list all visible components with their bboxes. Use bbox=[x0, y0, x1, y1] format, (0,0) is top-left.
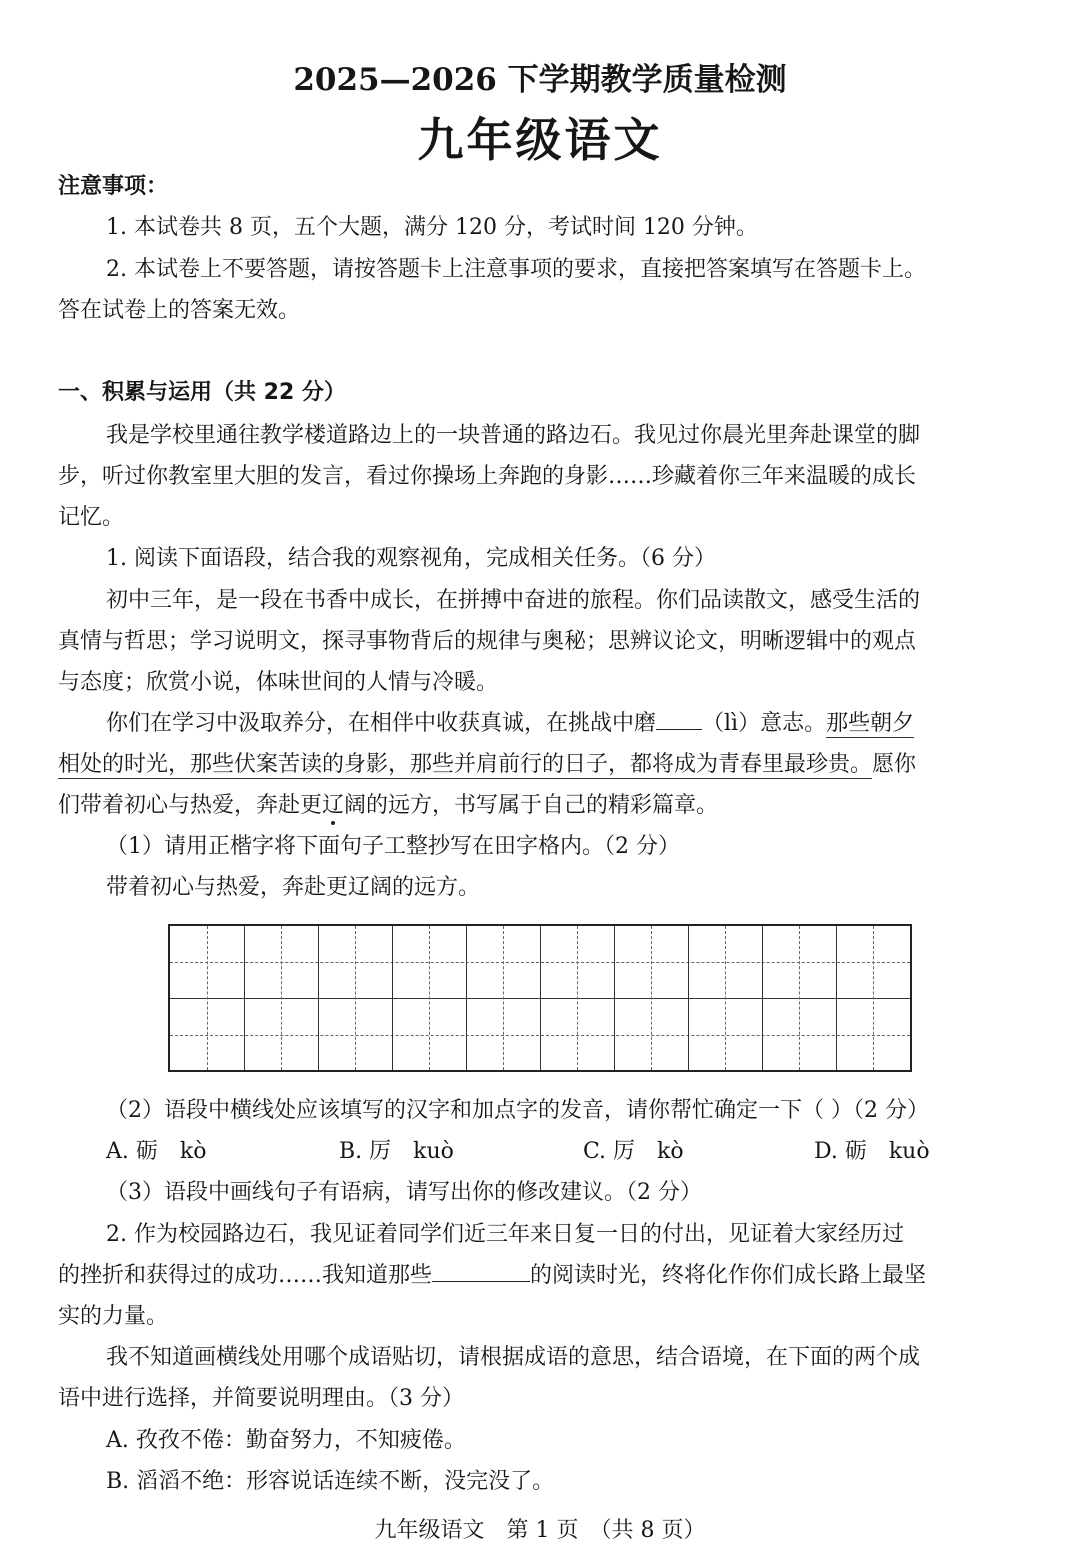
fill-blank bbox=[656, 709, 702, 730]
intro-line: 步，听过你教室里大胆的发言，看过你操场上奔跑的身影……珍藏着你三年来温暖的成长 bbox=[58, 464, 917, 489]
passage-line: 与态度；欣赏小说，体味世间的人情与冷暖。 bbox=[58, 670, 499, 695]
option-c: C. 厉 kò bbox=[583, 1139, 684, 1164]
passage-line bbox=[58, 750, 916, 780]
copy-sentence: 带着初心与热爱，奔赴更辽阔的远方。 bbox=[106, 875, 481, 900]
page-footer: 九年级语文 第 1 页 （共 8 页） bbox=[374, 1518, 706, 1543]
passage-line: 真情与哲思；学习说明文，探寻事物背后的规律与奥秘；思辨议论文，明晰逻辑中的观点 bbox=[58, 629, 917, 654]
subquestion-2-stem: （2）语段中横线处应该填写的汉字和加点字的发音，请你帮忙确定一下（ ）（2 分） bbox=[106, 1098, 929, 1123]
intro-line: 记忆。 bbox=[58, 505, 125, 530]
subquestion-2-options bbox=[106, 1137, 930, 1167]
passage-text: 的阅读时光，终将化作你们成长路上最坚 bbox=[530, 1263, 927, 1288]
passage-text: 你们在学习中汲取养分，在相伴中收获真诚，在挑战中磨 bbox=[106, 711, 657, 736]
question-2-instruction: 语中进行选择，并简要说明理由。（3 分） bbox=[58, 1386, 464, 1411]
section-heading: 一、积累与运用（共 22 分） bbox=[58, 380, 346, 405]
passage-line bbox=[58, 791, 718, 821]
subquestion-3-stem: （3）语段中画线句子有语病，请写出你的修改建议。（2 分） bbox=[106, 1180, 702, 1205]
dotted-character: 辽 bbox=[322, 793, 345, 818]
notice-heading: 注意事项： bbox=[58, 174, 169, 199]
passage-text: 愿你 bbox=[872, 752, 917, 777]
question-2-instruction: 我不知道画横线处用哪个成语贴切，请根据成语的意思，结合语境，在下面的两个成 bbox=[106, 1345, 921, 1370]
exam-title: 2025—2026 下学期教学质量检测 bbox=[293, 62, 787, 98]
pinyin-hint: （lì）意志。 bbox=[702, 711, 827, 736]
idiom-option-b: B. 滔滔不绝：形容说话连续不断，没完没了。 bbox=[106, 1469, 555, 1494]
subquestion-1-stem: （1）请用正楷字将下面句子工整抄写在田字格内。（2 分） bbox=[106, 834, 680, 859]
passage-text: 阔的远方，书写属于自己的精彩篇章。 bbox=[344, 793, 719, 818]
question-1-stem: 1. 阅读下面语段，结合我的观察视角，完成相关任务。（6 分） bbox=[106, 546, 716, 571]
notice-item-1: 1. 本试卷共 8 页，五个大题，满分 120 分，考试时间 120 分钟。 bbox=[106, 215, 758, 240]
option-a: A. 砺 kò bbox=[106, 1139, 207, 1164]
notice-item-2: 2. 本试卷上不要答题，请按答题卡上注意事项的要求，直接把答案填写在答题卡上。 bbox=[106, 257, 926, 282]
idiom-option-a: A. 孜孜不倦：勤奋努力，不知疲倦。 bbox=[106, 1428, 466, 1453]
tianzige-writing-grid[interactable] bbox=[168, 924, 912, 1072]
intro-line: 我是学校里通往教学楼道路边上的一块普通的路边石。我见过你晨光里奔赴课堂的脚 bbox=[106, 423, 921, 448]
question-2-line: 实的力量。 bbox=[58, 1304, 169, 1329]
option-b: B. 厉 kuò bbox=[339, 1139, 454, 1164]
question-2-line bbox=[58, 1261, 926, 1291]
passage-line bbox=[106, 709, 914, 739]
passage-text: 们带着初心与热爱，奔赴更 bbox=[58, 793, 323, 818]
underlined-sentence: 那些朝夕 bbox=[826, 711, 915, 736]
subject-title: 九年级语文 bbox=[417, 113, 663, 167]
underlined-sentence: 相处的时光，那些伏案苦读的身影，那些并肩前行的日子，都将成为青春里最珍贵。 bbox=[58, 752, 873, 777]
fill-blank bbox=[432, 1261, 530, 1282]
passage-text: 的挫折和获得过的成功……我知道那些 bbox=[58, 1263, 433, 1288]
passage-line: 初中三年，是一段在书香中成长，在拼搏中奋进的旅程。你们品读散文，感受生活的 bbox=[106, 588, 921, 613]
question-2-line: 2. 作为校园路边石，我见证着同学们近三年来日复一日的付出，见证着大家经历过 bbox=[106, 1222, 904, 1247]
option-d: D. 砺 kuò bbox=[814, 1139, 930, 1164]
notice-item-2-cont: 答在试卷上的答案无效。 bbox=[58, 298, 301, 323]
